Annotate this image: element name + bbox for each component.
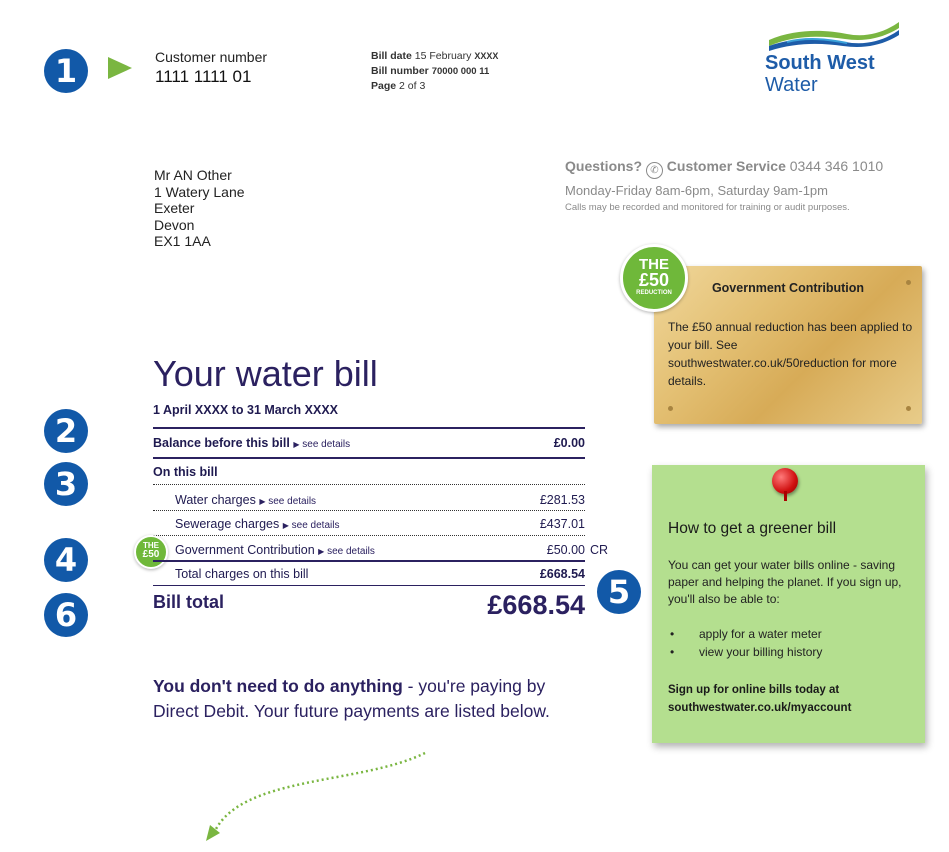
government-contribution-label: Government Contribution xyxy=(175,543,315,557)
pushpin-stem xyxy=(784,491,787,501)
greener-list xyxy=(668,625,822,661)
government-contribution-plaque xyxy=(654,266,922,424)
fifty-reduction-badge xyxy=(620,244,688,312)
address-line: Devon xyxy=(154,216,195,233)
direct-debit-bold: You don't need to do anything xyxy=(153,676,403,696)
sewerage-charges-amount: £437.01 xyxy=(539,517,585,531)
screw-icon xyxy=(668,406,673,411)
plaque-title: Government Contribution xyxy=(711,281,865,295)
bill-date-label: Bill date xyxy=(371,50,412,62)
marker-3: 3 xyxy=(44,462,88,506)
customer-number-label: Customer number xyxy=(155,49,268,65)
signup-text[interactable]: Sign up for online bills today at southwestwater.co.uk/myaccount xyxy=(668,684,852,714)
divider xyxy=(153,585,585,586)
bill-date: 15 February xyxy=(414,50,472,62)
water-charges-label: Water charges xyxy=(175,493,256,507)
arrow-right-icon xyxy=(108,57,132,79)
greener-body: You can get your water bills online - saving paper and helping the planet. If you sign up, you'll also be able to: xyxy=(668,558,902,606)
divider xyxy=(153,457,585,459)
government-contribution-amount: £50.00 xyxy=(546,543,585,557)
marker-2: 2 xyxy=(44,409,88,453)
marker-1: 1 xyxy=(44,49,88,93)
divider xyxy=(153,510,585,511)
contact-block xyxy=(565,158,883,213)
screw-icon xyxy=(906,406,911,411)
divider xyxy=(153,484,585,485)
direct-debit-message xyxy=(153,674,593,724)
bill-number: 70000 000 11 xyxy=(431,66,490,77)
page-label: Page xyxy=(371,80,397,92)
page-number: 2 of 3 xyxy=(399,80,426,92)
page-title: Your water bill xyxy=(153,353,378,394)
greener-bill-note xyxy=(652,465,925,743)
greener-title: How to get a greener bill xyxy=(668,520,837,537)
divider xyxy=(153,535,585,536)
opening-hours: Monday-Friday 8am-6pm, Saturday 9am-1pm xyxy=(565,183,828,198)
divider xyxy=(153,560,585,562)
total-charges-row xyxy=(175,567,585,581)
badge-line2: £50 xyxy=(638,270,670,290)
fifty-reduction-small-badge xyxy=(134,535,168,569)
balance-label: Balance before this bill xyxy=(153,436,290,450)
address-line: EX1 1AA xyxy=(154,233,211,249)
list-item: • apply for a water meter xyxy=(668,625,822,643)
screw-icon xyxy=(906,280,911,285)
badge-line3: REDUCTION xyxy=(636,290,672,296)
phone-icon: ✆ xyxy=(646,162,663,179)
total-charges-label: Total charges on this bill xyxy=(175,567,309,581)
wave-logo-icon xyxy=(767,20,901,52)
list-item: • view your billing history xyxy=(668,643,822,661)
address-line: Mr AN Other xyxy=(154,167,232,183)
water-charges-amount: £281.53 xyxy=(539,493,585,507)
bill-date-year: XXXX xyxy=(474,51,499,61)
balance-amount: £0.00 xyxy=(553,436,585,450)
see-details-link[interactable]: ▶ see details xyxy=(259,496,317,507)
bill-total-amount: £668.54 xyxy=(487,590,585,620)
address-block xyxy=(154,167,245,250)
questions-label: Questions? xyxy=(565,158,643,174)
sewerage-charges-row xyxy=(175,517,585,531)
divider xyxy=(153,427,585,429)
logo-line1: South West xyxy=(765,52,875,74)
phone-number[interactable]: 0344 346 1010 xyxy=(789,158,884,174)
see-details-link[interactable]: ▶ see details xyxy=(282,520,340,531)
on-this-bill-label: On this bill xyxy=(153,465,218,479)
call-recording-note: Calls may be recorded and monitored for training or audit purposes. xyxy=(565,202,850,213)
address-line: 1 Watery Lane xyxy=(154,183,245,200)
marker-4: 4 xyxy=(44,538,88,582)
government-contribution-row xyxy=(175,543,585,557)
sewerage-charges-label: Sewerage charges xyxy=(175,517,280,531)
plaque-body: The £50 annual reduction has been applied to your bill. See southwestwater.co.uk/50reduction for more details. xyxy=(668,320,913,388)
customer-service-label: Customer Service xyxy=(666,158,786,174)
credit-indicator: CR xyxy=(590,543,609,557)
bill-meta xyxy=(371,49,498,94)
badge-line1: THE xyxy=(639,256,669,273)
billing-period: 1 April XXXX to 31 March XXXX xyxy=(153,403,339,417)
marker-5: 5 xyxy=(597,570,641,614)
on-this-bill-heading xyxy=(153,465,585,479)
badge-line1: THE xyxy=(143,541,159,550)
badge-line2: £50 xyxy=(142,549,160,560)
total-charges-amount: £668.54 xyxy=(539,567,585,581)
marker-6: 6 xyxy=(44,593,88,637)
water-charges-row xyxy=(175,493,585,507)
dotted-arrow-icon xyxy=(200,745,440,845)
balance-row xyxy=(153,436,585,450)
logo-line2: Water xyxy=(765,74,818,96)
see-details-link[interactable]: ▶ see details xyxy=(293,439,351,450)
direct-debit-rest: - you're paying by Direct Debit. Your future payments are listed below. xyxy=(153,676,550,721)
logo xyxy=(765,20,905,96)
customer-number: 1111 1111 01 xyxy=(155,67,252,86)
address-line: Exeter xyxy=(154,200,195,216)
see-details-link[interactable]: ▶ see details xyxy=(318,546,375,557)
bill-total-label: Bill total xyxy=(153,592,224,612)
bill-number-label: Bill number xyxy=(371,65,429,77)
